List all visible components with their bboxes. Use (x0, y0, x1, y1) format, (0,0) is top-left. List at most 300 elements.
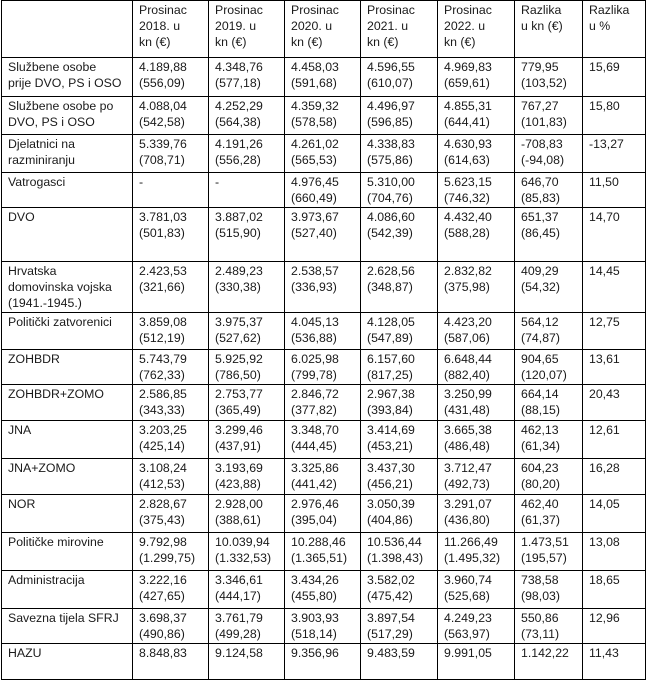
value-cell (515, 533, 583, 571)
cell-line: (54,32) (521, 280, 560, 294)
cell-line: 564,12 (521, 315, 559, 329)
table-row (2, 385, 646, 421)
cell-line: 20,43 (589, 387, 620, 401)
cell-line: (660,49) (291, 191, 337, 205)
cell-line: 9.991,05 (444, 646, 492, 660)
cell-line: Administracija (8, 573, 85, 587)
cell-line: 11,43 (589, 646, 619, 660)
value-cell (361, 313, 438, 350)
value-cell (361, 350, 438, 385)
cell-line: Prosinac (444, 3, 492, 17)
cell-line: (556,09) (139, 76, 185, 90)
value-cell (515, 58, 583, 97)
cell-line: 651,37 (521, 210, 559, 224)
cell-line: (527,62) (215, 331, 261, 345)
cell-line: 14,70 (589, 210, 620, 224)
value-cell (515, 262, 583, 313)
cell-line: 3.859,08 (139, 315, 187, 329)
value-cell (438, 350, 515, 385)
cell-line: 767,27 (521, 99, 559, 113)
value-cell (133, 313, 209, 350)
cell-line: 11,50 (589, 175, 619, 189)
value-cell (583, 208, 646, 262)
cell-line: 1.142,22 (521, 646, 569, 660)
value-cell (133, 533, 209, 571)
value-cell (209, 385, 285, 421)
value-cell (133, 385, 209, 421)
value-cell (583, 495, 646, 533)
table-row (2, 173, 646, 208)
value-cell (133, 262, 209, 313)
cell-line: 11.266,49 (444, 535, 498, 549)
cell-line: (388,61) (215, 513, 261, 527)
value-cell (515, 421, 583, 459)
value-cell (209, 262, 285, 313)
cell-line: JNA (8, 423, 32, 437)
value-cell (361, 533, 438, 571)
cell-line: (515,90) (215, 226, 261, 240)
value-cell (285, 58, 361, 97)
cell-line: 4.249,23 (444, 611, 492, 625)
cell-line: (564,38) (215, 115, 261, 129)
cell-line: 2020. u (291, 19, 333, 33)
cell-line: 4.088,04 (139, 99, 187, 113)
cell-line: (882,40) (444, 368, 490, 382)
cell-line: (525,68) (444, 589, 490, 603)
value-cell (438, 313, 515, 350)
value-cell (583, 571, 646, 609)
cell-line: 904,65 (521, 352, 559, 366)
cell-line: 4.045,13 (291, 315, 339, 329)
cell-line: 3.437,30 (367, 461, 415, 475)
cell-line: (575,86) (367, 153, 413, 167)
cell-line: Djelatnici na (8, 137, 75, 151)
table-row (2, 421, 646, 459)
cell-line: 3.887,02 (215, 210, 263, 224)
cell-line: 4.855,31 (444, 99, 492, 113)
cell-line: 3.193,69 (215, 461, 263, 475)
cell-line: (444,17) (215, 589, 261, 603)
value-cell (515, 208, 583, 262)
cell-line: 3.761,79 (215, 611, 263, 625)
cell-line: (565,53) (291, 153, 337, 167)
value-cell (285, 533, 361, 571)
cell-line: 1.473,51 (521, 535, 569, 549)
cell-line: 3.960,74 (444, 573, 492, 587)
cell-line: (517,29) (367, 627, 413, 641)
cell-line: 12,96 (589, 611, 620, 625)
cell-line: (486,48) (444, 439, 490, 453)
value-cell (361, 459, 438, 495)
cell-line: 4.458,03 (291, 60, 339, 74)
cell-line: (431,48) (444, 403, 490, 417)
category-cell (2, 208, 133, 262)
cell-line: 9.124,58 (215, 646, 263, 660)
cell-line: 6.157,60 (367, 352, 415, 366)
cell-line: 550,86 (521, 611, 559, 625)
cell-line: 4.423,20 (444, 315, 492, 329)
value-cell (515, 173, 583, 208)
category-cell (2, 495, 133, 533)
value-cell (438, 609, 515, 644)
cell-line: JNA+ZOMO (8, 461, 76, 475)
cell-line: (704,76) (367, 191, 413, 205)
category-cell (2, 533, 133, 571)
cell-line: (1.365,51) (291, 551, 348, 565)
value-cell (133, 58, 209, 97)
header-cell-category (2, 1, 133, 58)
value-cell (209, 571, 285, 609)
cell-line: 4.086,60 (367, 210, 415, 224)
cell-line: (746,32) (444, 191, 490, 205)
value-cell (438, 135, 515, 173)
table-row (2, 533, 646, 571)
value-cell (438, 571, 515, 609)
cell-line: 4.128,05 (367, 315, 415, 329)
cell-line: 2022. u (444, 19, 486, 33)
cell-line: 3.414,69 (367, 423, 415, 437)
value-cell (361, 571, 438, 609)
value-cell (438, 533, 515, 571)
cell-line: (492,73) (444, 477, 490, 491)
cell-line: (425,14) (139, 439, 185, 453)
cell-line: 2.846,72 (291, 387, 339, 401)
cell-line: Službene osobe (8, 60, 97, 74)
cell-line: -13,27 (589, 137, 624, 151)
cell-line: (195,57) (521, 551, 567, 565)
category-cell (2, 350, 133, 385)
cell-line: (762,33) (139, 368, 185, 382)
cell-line: Razlika (521, 3, 562, 17)
cell-line: 3.897,54 (367, 611, 415, 625)
cell-line: (375,43) (139, 513, 185, 527)
value-cell (583, 421, 646, 459)
cell-line: 3.346,61 (215, 573, 263, 587)
cell-line: (587,06) (444, 331, 490, 345)
cell-line: (365,49) (215, 403, 261, 417)
category-cell (2, 571, 133, 609)
value-cell (361, 262, 438, 313)
table-row (2, 571, 646, 609)
cell-line: 2.832,82 (444, 264, 492, 278)
cell-line: (321,66) (139, 280, 185, 294)
value-cell (438, 459, 515, 495)
value-cell (438, 421, 515, 459)
cell-line: (120,07) (521, 368, 567, 382)
value-cell (515, 385, 583, 421)
value-cell (209, 495, 285, 533)
cell-line: 2.423,53 (139, 264, 187, 278)
cell-line: DVO, PS i OSO (8, 115, 95, 129)
cell-line: 462,40 (521, 497, 559, 511)
cell-line: (456,21) (367, 477, 413, 491)
value-cell (285, 495, 361, 533)
cell-line: kn (€) (215, 35, 247, 49)
cell-line: (596,85) (367, 115, 413, 129)
cell-line: (73,11) (521, 627, 560, 641)
table-row (2, 135, 646, 173)
cell-line: (80,20) (521, 477, 560, 491)
cell-line: 5.623,15 (444, 175, 492, 189)
cell-line: 4.252,29 (215, 99, 263, 113)
value-cell (285, 313, 361, 350)
cell-line: 4.596,55 (367, 60, 415, 74)
cell-line: (1.332,53) (215, 551, 272, 565)
cell-line: (61,37) (521, 513, 560, 527)
value-cell (285, 421, 361, 459)
cell-line: 3.975,37 (215, 315, 263, 329)
cell-line: (330,38) (215, 280, 261, 294)
value-cell (285, 208, 361, 262)
cell-line: ZOHBDR+ZOMO (8, 387, 104, 401)
value-cell (361, 97, 438, 135)
cell-line: u % (589, 19, 611, 33)
value-cell (515, 459, 583, 495)
cell-line: (475,42) (367, 589, 413, 603)
category-cell (2, 313, 133, 350)
value-cell (438, 385, 515, 421)
header-cell-1 (133, 1, 209, 58)
cell-line: 10.536,44 (367, 535, 422, 549)
cell-line: (547,89) (367, 331, 413, 345)
cell-line: 5.925,92 (215, 352, 263, 366)
cell-line: 3.050,39 (367, 497, 415, 511)
cell-line: (455,80) (291, 589, 337, 603)
cell-line: 16,28 (589, 461, 620, 475)
value-cell (583, 58, 646, 97)
cell-line: (85,83) (521, 191, 560, 205)
cell-line: (1941.-1945.) (8, 296, 82, 310)
value-cell (285, 135, 361, 173)
cell-line: Prosinac (367, 3, 415, 17)
cell-line: 664,14 (521, 387, 559, 401)
category-cell (2, 173, 133, 208)
value-cell (361, 208, 438, 262)
header-cell-7 (583, 1, 646, 58)
cell-line: (563,97) (444, 627, 490, 641)
cell-line: 15,80 (589, 99, 620, 113)
cell-line: 3.781,03 (139, 210, 187, 224)
cell-line: 10.288,46 (291, 535, 346, 549)
value-cell (583, 533, 646, 571)
cell-line: (377,82) (291, 403, 337, 417)
table-row (2, 459, 646, 495)
cell-line: (817,25) (367, 368, 413, 382)
value-cell (583, 173, 646, 208)
value-cell (285, 350, 361, 385)
cell-line: -708,83 (521, 137, 563, 151)
cell-line: (423,88) (215, 477, 261, 491)
value-cell (438, 173, 515, 208)
value-cell (361, 58, 438, 97)
value-cell (438, 58, 515, 97)
value-cell (583, 385, 646, 421)
value-cell (361, 644, 438, 680)
cell-line: 2021. u (367, 19, 409, 33)
cell-line: Razlika (589, 3, 630, 17)
cell-line: 4.432,40 (444, 210, 492, 224)
cell-line: (436,80) (444, 513, 490, 527)
cell-line: 2.828,67 (139, 497, 187, 511)
cell-line: (799,78) (291, 368, 337, 382)
cell-line: DVO (8, 210, 35, 224)
cell-line: 5.743,79 (139, 352, 187, 366)
cell-line: 2.753,77 (215, 387, 263, 401)
value-cell (209, 58, 285, 97)
cell-line: 3.712,47 (444, 461, 492, 475)
cell-line: 15,69 (589, 60, 620, 74)
table-row (2, 208, 646, 262)
cell-line: kn (€) (367, 35, 399, 49)
cell-line: 12,61 (589, 423, 620, 437)
cell-line: (610,07) (367, 76, 413, 90)
cell-line: (404,86) (367, 513, 413, 527)
cell-line: (453,21) (367, 439, 413, 453)
category-cell (2, 421, 133, 459)
cell-line: 6.025,98 (291, 352, 339, 366)
cell-line: 604,23 (521, 461, 559, 475)
cell-line: (527,40) (291, 226, 337, 240)
value-cell (209, 644, 285, 680)
value-cell (361, 135, 438, 173)
value-cell (583, 135, 646, 173)
cell-line: 4.496,97 (367, 99, 415, 113)
value-cell (285, 173, 361, 208)
cell-line: 2.628,56 (367, 264, 415, 278)
cell-line: 462,13 (521, 423, 559, 437)
value-cell (209, 459, 285, 495)
header-cell-2 (209, 1, 285, 58)
value-cell (209, 208, 285, 262)
cell-line: (591,68) (291, 76, 337, 90)
cell-line: 14,45 (589, 264, 620, 278)
value-cell (133, 495, 209, 533)
cell-line: 10.039,94 (215, 535, 270, 549)
cell-line: (441,42) (291, 477, 337, 491)
cell-line: (103,52) (521, 76, 567, 90)
cell-line: Prosinac (215, 3, 263, 17)
cell-line: 3.348,70 (291, 423, 339, 437)
category-cell (2, 262, 133, 313)
cell-line: (375,98) (444, 280, 490, 294)
cell-line: (444,45) (291, 439, 337, 453)
cell-line: (412,53) (139, 477, 185, 491)
value-cell (285, 644, 361, 680)
cell-line: (536,88) (291, 331, 337, 345)
value-cell (361, 495, 438, 533)
table-row (2, 262, 646, 313)
value-cell (209, 135, 285, 173)
cell-line: 3.325,86 (291, 461, 339, 475)
cell-line: 409,29 (521, 264, 559, 278)
cell-line: Savezna tijela SFRJ (8, 611, 119, 625)
value-cell (285, 97, 361, 135)
cell-line: (644,41) (444, 115, 490, 129)
cell-line: 4.261,02 (291, 137, 339, 151)
cell-line: Službene osobe po (8, 99, 114, 113)
value-cell (209, 609, 285, 644)
value-cell (583, 459, 646, 495)
cell-line: 3.291,07 (444, 497, 492, 511)
cell-line: - (139, 175, 144, 189)
cell-line: (501,83) (139, 226, 185, 240)
cell-line: 779,95 (521, 60, 559, 74)
value-cell (209, 533, 285, 571)
value-cell (515, 495, 583, 533)
category-cell (2, 58, 133, 97)
value-cell (133, 459, 209, 495)
cell-line: 3.903,93 (291, 611, 339, 625)
cell-line: 6.648,44 (444, 352, 492, 366)
cell-line: (98,03) (521, 589, 560, 603)
value-cell (515, 350, 583, 385)
cell-line: 2.967,38 (367, 387, 415, 401)
cell-line: (659,61) (444, 76, 490, 90)
cell-line: 5.339,76 (139, 137, 187, 151)
value-cell (583, 609, 646, 644)
value-cell (285, 385, 361, 421)
cell-line: (708,71) (139, 153, 185, 167)
cell-line: 2.976,46 (291, 497, 339, 511)
cell-line: 4.969,83 (444, 60, 492, 74)
cell-line: 2.538,57 (291, 264, 339, 278)
cell-line: 3.222,16 (139, 573, 187, 587)
cell-line: (86,45) (521, 226, 560, 240)
value-cell (209, 421, 285, 459)
cell-line: 5.310,00 (367, 175, 415, 189)
value-cell (515, 135, 583, 173)
category-cell (2, 609, 133, 644)
cell-line: 2018. u (139, 19, 181, 33)
header-row (2, 1, 646, 58)
cell-line: 2.489,23 (215, 264, 263, 278)
cell-line: (588,28) (444, 226, 490, 240)
table-row (2, 313, 646, 350)
cell-line: 4.191,26 (215, 137, 263, 151)
cell-line: (101,83) (521, 115, 567, 129)
cell-line: 2.928,00 (215, 497, 263, 511)
cell-line: (577,18) (215, 76, 261, 90)
value-cell (583, 350, 646, 385)
cell-line: (437,91) (215, 439, 261, 453)
value-cell (515, 644, 583, 680)
value-cell (515, 609, 583, 644)
cell-line: - (215, 175, 220, 189)
value-cell (438, 97, 515, 135)
cell-line: (336,93) (291, 280, 337, 294)
value-cell (515, 313, 583, 350)
value-cell (583, 313, 646, 350)
cell-line: kn (€) (444, 35, 476, 49)
value-cell (361, 173, 438, 208)
value-cell (209, 313, 285, 350)
cell-line: 4.630,93 (444, 137, 492, 151)
cell-line: Političke mirovine (8, 535, 104, 549)
cell-line: (556,28) (215, 153, 261, 167)
table-row (2, 495, 646, 533)
cell-line: (348,87) (367, 280, 413, 294)
cell-line: Prosinac (139, 3, 187, 17)
value-cell (583, 262, 646, 313)
cell-line: 9.792,98 (139, 535, 187, 549)
cell-line: 4.359,32 (291, 99, 339, 113)
value-cell (361, 609, 438, 644)
cell-line: 13,08 (589, 535, 620, 549)
value-cell (133, 173, 209, 208)
cell-line: (1.299,75) (139, 551, 196, 565)
value-cell (583, 644, 646, 680)
cell-line: Vatrogasci (8, 175, 66, 189)
